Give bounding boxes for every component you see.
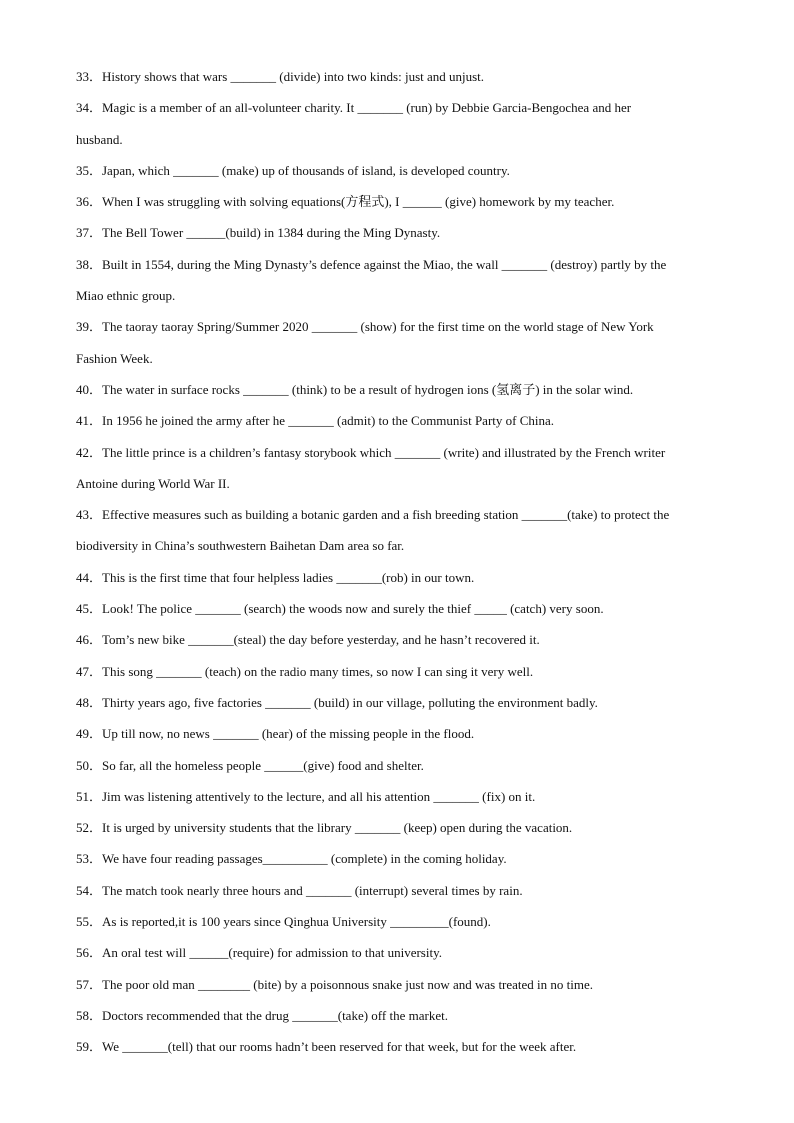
question-line: 52．It is urged by university students that the library _______ (keep) open during the vacation. [76, 820, 573, 836]
question-line: 58．Doctors recommended that the drug _______(take) off the market. [76, 1007, 448, 1023]
question-line: 56．An oral test will ______(require) for admission to that university. [76, 945, 442, 961]
question-line: 44．This is the first time that four helpless ladies _______(rob) in our town. [76, 569, 475, 585]
question-continuation-line: Antoine during World War II. [76, 475, 230, 491]
question-line: 47．This song _______ (teach) on the radio many times, so now I can sing it very well. [76, 663, 534, 679]
question-line: 45．Look! The police _______ (search) the woods now and surely the thief _____ (catch) very soon. [76, 601, 604, 617]
exercise-list [76, 61, 718, 1063]
question-line: 39．The taoray taoray Spring/Summer 2020 _______ (show) for the first time on the world stage of New York [76, 319, 654, 335]
question-line: 50．So far, all the homeless people ______(give) food and shelter. [76, 757, 424, 773]
question-line: 40．The water in surface rocks _______ (think) to be a result of hydrogen ions (氢离子) in the solar wind. [76, 381, 634, 397]
question-line: 46．Tom’s new bike _______(steal) the day before yesterday, and he hasn’t recovered it. [76, 632, 540, 648]
question-line: 43．Effective measures such as building a botanic garden and a fish breeding station _______(take) to protect the [76, 507, 670, 523]
question-line: 36．When I was struggling with solving equations(方程式), I ______ (give) homework by my teacher. [76, 194, 615, 210]
question-line: 35．Japan, which _______ (make) up of thousands of island, is developed country. [76, 162, 510, 178]
question-line: 38．Built in 1554, during the Ming Dynasty’s defence against the Miao, the wall _______ (destroy) partly by the [76, 256, 667, 272]
question-line: 34．Magic is a member of an all-volunteer charity. It _______ (run) by Debbie Garcia-Bengochea and her [76, 100, 632, 116]
question-line: 59．We _______(tell) that our rooms hadn’t been reserved for that week, but for the week after. [76, 1039, 577, 1055]
question-line: 55．As is reported,it is 100 years since Qinghua University _________(found). [76, 914, 491, 930]
question-line: 33．History shows that wars _______ (divide) into two kinds: just and unjust. [76, 69, 485, 84]
question-continuation-line: husband. [76, 131, 123, 147]
question-line: 53．We have four reading passages__________ (complete) in the coming holiday. [76, 851, 507, 867]
question-line: 57．The poor old man ________ (bite) by a poisonnous snake just now and was treated in no time. [76, 976, 594, 992]
question-line: 51．Jim was listening attentively to the lecture, and all his attention _______ (fix) on it. [76, 788, 536, 804]
question-line: 48．Thirty years ago, five factories _______ (build) in our village, polluting the environment badly. [76, 694, 598, 710]
question-line: 41．In 1956 he joined the army after he _______ (admit) to the Communist Party of China. [76, 413, 555, 429]
question-continuation-line: Fashion Week. [76, 350, 153, 366]
question-continuation-line: biodiversity in China’s southwestern Baihetan Dam area so far. [76, 538, 405, 554]
question-continuation-line: Miao ethnic group. [76, 288, 176, 304]
question-line: 54．The match took nearly three hours and _______ (interrupt) several times by rain. [76, 882, 523, 898]
question-line: 42．The little prince is a children’s fantasy storybook which _______ (write) and illustrated by the French writer [76, 444, 666, 460]
question-line: 49．Up till now, no news _______ (hear) of the missing people in the flood. [76, 726, 475, 742]
question-line: 37．The Bell Tower ______(build) in 1384 during the Ming Dynasty. [76, 225, 441, 241]
